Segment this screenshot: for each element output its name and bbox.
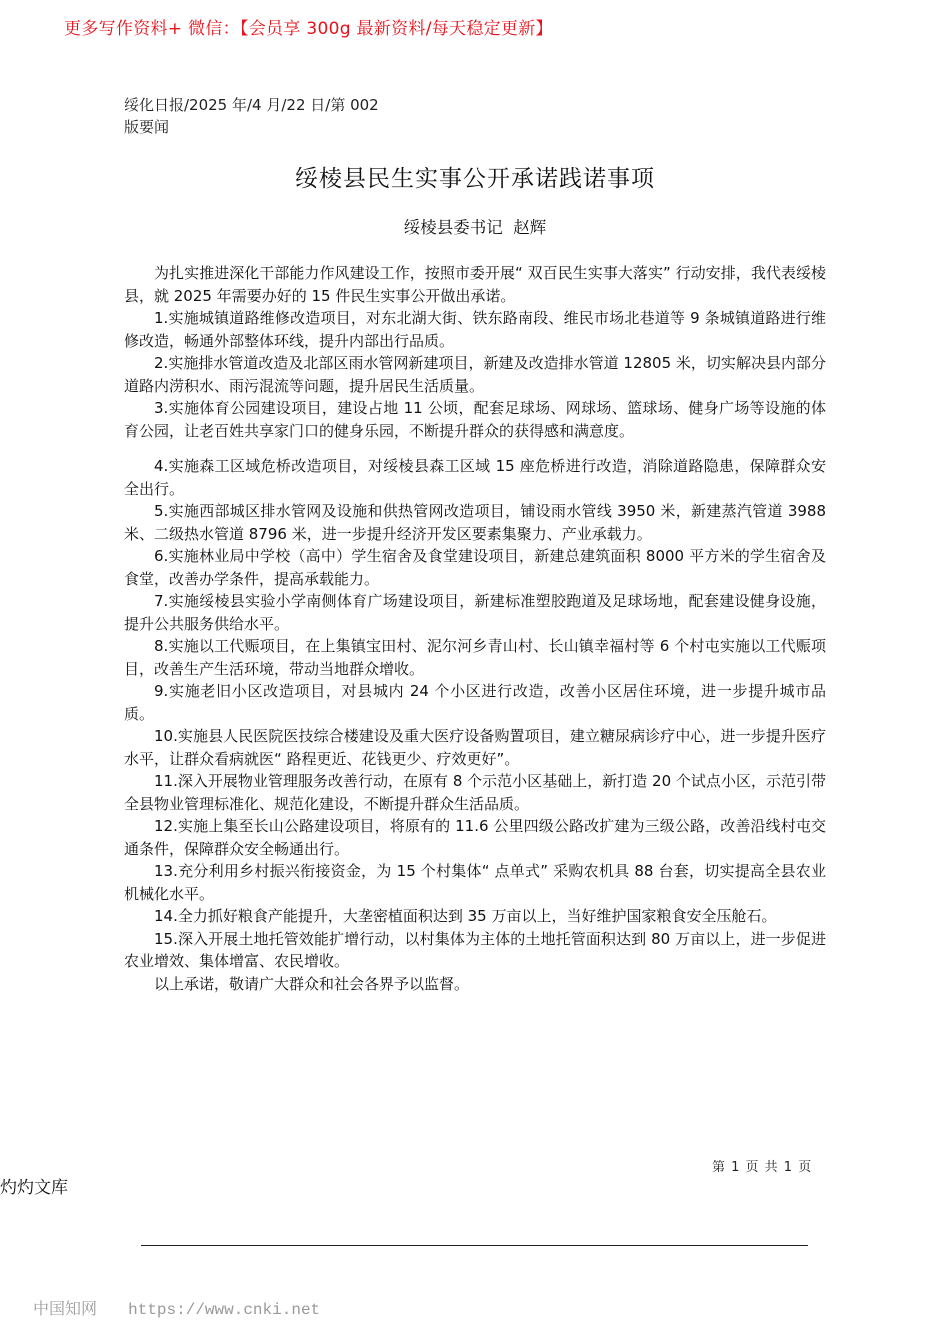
page-indicator: 第 1 页 共 1 页 — [712, 1160, 813, 1175]
paragraph-item-4: 4.实施森工区域危桥改造项目，对绥棱县森工区域 15 座危桥进行改造，消除道路隐患，保障群众安全出行。 — [124, 457, 826, 498]
paragraph-item-5: 5.实施西部城区排水管网及设施和供热管网改造项目，铺设雨水管线 3950 米，新建蒸汽管道 3988 米、二级热水管道 8796 米，进一步提升经济开发区要素集聚力、产业承载力。 — [124, 502, 826, 543]
paragraph-item-15: 15.深入开展土地托管效能扩增行动，以村集体为主体的土地托管面积达到 80 万亩以上，进一步促进农业增效、集体增富、农民增收。 — [124, 929, 826, 970]
source-line: 绥化日报/2025 年/4 月/22 日/第 002 — [124, 96, 379, 114]
paragraph-item-12: 12.实施上集至长山公路建设项目，将原有的 11.6 公里四级公路改扩建为三级公路，改善沿线村屯交通条件，保障群众安全畅通出行。 — [124, 817, 826, 858]
paragraph-item-13: 13.充分利用乡村振兴衔接资金，为 15 个村集体“ 点单式” 采购农机具 88 台套，切实提高全县农业机械化水平。 — [124, 862, 826, 903]
paragraph-item-6: 6.实施林业局中学校（高中）学生宿舍及食堂建设项目，新建总建筑面积 8000 平方米的学生宿舍及食堂，改善办学条件，提高承载能力。 — [124, 547, 826, 588]
footer-divider — [141, 1245, 808, 1246]
article-title: 绥棱县民生实事公开承诺践诺事项 — [295, 166, 655, 192]
paragraph-item-10: 10.实施县人民医院医技综合楼建设及重大医疗设备购置项目，建立糖尿病诊疗中心，进一步提升医疗水平，让群众看病就医“ 路程更近、花钱更少、疗效更好”。 — [124, 727, 826, 768]
article-body — [124, 262, 826, 995]
paragraph-item-3: 3.实施体育公园建设项目，建设占地 11 公顷，配套足球场、网球场、篮球场、健身广场等设施的体育公园，让老百姓共享家门口的健身乐园，不断提升群众的获得感和满意度。 — [124, 399, 826, 440]
paragraph-item-1: 1.实施城镇道路维修改造项目，对东北湖大街、铁东路南段、维民市场北巷道等 9 条城镇道路进行维修改造，畅通外部整体环线，提升内部出行品质。 — [124, 309, 826, 350]
paragraph-item-14: 14.全力抓好粮食产能提升，大垄密植面积达到 35 万亩以上，当好维护国家粮食安全压舱石。 — [154, 907, 777, 925]
article-author: 绥棱县委书记 赵辉 — [403, 218, 547, 237]
paragraph-item-9: 9.实施老旧小区改造项目，对县城内 24 个小区进行改造，改善小区居住环境，进一步提升城市品质。 — [124, 682, 826, 723]
paragraph-item-8: 8.实施以工代赈项目，在上集镇宝田村、泥尔河乡青山村、长山镇幸福村等 6 个村屯实施以工代赈项目，改善生产生活环境，带动当地群众增收。 — [124, 637, 826, 678]
paragraph-intro: 为扎实推进深化干部能力作风建设工作，按照市委开展“ 双百民生实事大落实” 行动安排，我代表绥棱县，就 2025 年需要办好的 15 件民生实事公开做出承诺。 — [124, 264, 826, 305]
paragraph-item-2: 2.实施排水管道改造及北部区雨水管网新建项目，新建及改造排水管道 12805 米，切实解决县内部分道路内涝积水、雨污混流等问题，提升居民生活质量。 — [124, 354, 826, 395]
cnki-watermark — [33, 1296, 320, 1319]
section-label: 版要闻 — [124, 118, 170, 136]
paragraph-item-7: 7.实施绥棱县实验小学南侧体育广场建设项目，新建标准塑胶跑道及足球场地，配套建设健身设施，提升公共服务供给水平。 — [124, 592, 826, 633]
promo-banner: 更多写作资料+ 微信：【会员享 300g 最新资料/每天稳定更新】 — [64, 19, 553, 39]
library-watermark: 灼灼文库 — [0, 1178, 68, 1198]
paragraph-item-11: 11.深入开展物业管理服务改善行动，在原有 8 个示范小区基础上，新打造 20 个试点小区，示范引带全县物业管理标准化、规范化建设，不断提升群众生活品质。 — [124, 772, 826, 813]
paragraph-closing: 以上承诺，敬请广大群众和社会各界予以监督。 — [154, 974, 470, 993]
cnki-name: 中国知网 — [33, 1299, 98, 1318]
cnki-url: https://www.cnki.net — [128, 1301, 321, 1319]
article-meta — [124, 94, 379, 138]
